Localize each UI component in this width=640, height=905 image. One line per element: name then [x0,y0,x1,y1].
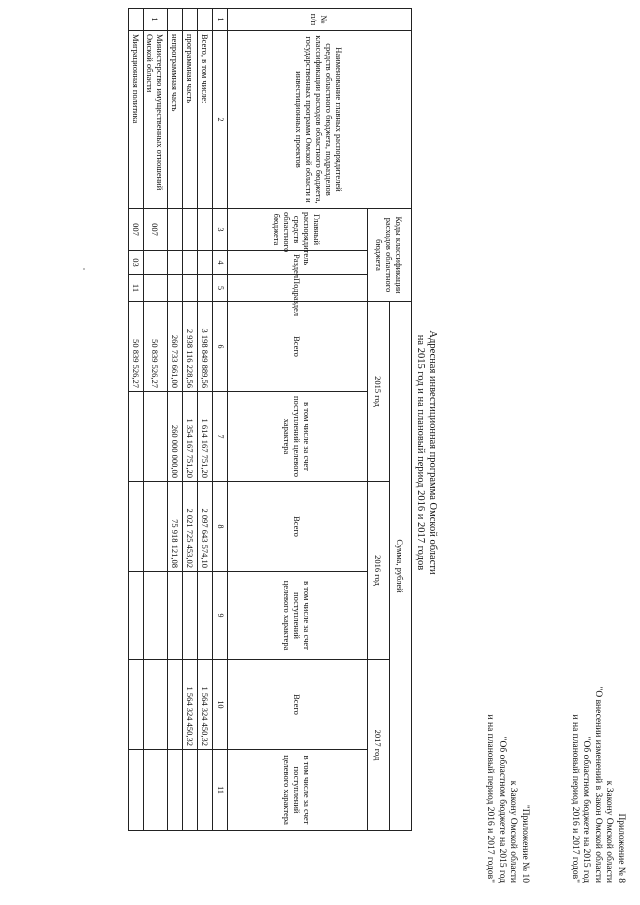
row-pr [198,275,213,302]
column-number: 10 [213,660,228,750]
row-target-2015: 1 354 167 751,20 [183,392,198,482]
table-row [168,9,183,831]
row-total-2016 [144,482,168,572]
row-name: Министерство имущественных отношений Омской области [144,31,168,209]
row-gr [198,209,213,251]
header-year-2015: 2015 год [368,302,390,482]
row-total-2017: 1 564 324 450,32 [183,660,198,750]
row-target-2015 [129,392,144,482]
row-total-2015: 2 938 116 228,56 [183,302,198,392]
column-number: 7 [213,392,228,482]
row-name: программная часть [183,31,198,209]
appendix-10-header [484,715,530,883]
row-total-2017: 1 564 324 450,32 [198,660,213,750]
table-row [144,9,168,831]
header-name: Наименование главных распорядителей средств областного бюджета, подразделов классификации расходов областного бюджета, государственных программ Омской области и инвестиционных проектов [228,31,412,209]
header-total-2016: Всего [228,482,368,572]
column-number: 3 [213,209,228,251]
row-rz [168,251,183,275]
row-gr [168,209,183,251]
row-name: Миграционная политика [129,31,144,209]
column-number: 8 [213,482,228,572]
row-target-2017 [144,750,168,831]
row-target-2015: 260 000 000,00 [168,392,183,482]
row-num: 1 [144,9,168,31]
header-year-2017: 2017 год [368,660,390,831]
header-target-2017: в том числе за счет поступлений целевого характера [228,750,368,831]
appendix-line: "О внесении изменений в Закон Омской области [593,686,603,883]
appendix-line: к Закону Омской области [508,780,519,883]
appendix-line: "Приложение № 10 [520,804,530,883]
header-sum: Сумма, рублей [390,302,412,831]
row-num [183,9,198,31]
row-rz [144,251,168,275]
row-total-2016 [129,482,144,572]
row-target-2017 [129,750,144,831]
column-number: 4 [213,251,228,275]
row-gr [183,209,198,251]
row-rz [198,251,213,275]
header-total-2017: Всего [228,660,368,750]
header-rz: Раздел [228,251,368,275]
row-pr: 11 [129,275,144,302]
column-number: 11 [213,750,228,831]
row-total-2016: 2 097 643 574,10 [198,482,213,572]
scan-speck [83,268,85,270]
appendix-line: к Закону Омской области [604,780,615,883]
column-number: 5 [213,275,228,302]
row-num [129,9,144,31]
row-total-2016: 75 918 121,08 [168,482,183,572]
header-num: № п/п [228,9,412,31]
row-total-2015: 3 198 849 889,56 [198,302,213,392]
row-total-2017 [129,660,144,750]
row-gr: 007 [144,209,168,251]
row-target-2017 [198,750,213,831]
header-gr: Главный распорядитель средств областного бюджета [228,209,368,251]
column-number: 1 [213,9,228,31]
header-codes: Коды классификации расходов областного бюджета [368,209,412,302]
row-target-2015 [144,392,168,482]
column-number: 2 [213,31,228,209]
appendix-8-header [569,686,627,883]
row-total-2017 [144,660,168,750]
appendix-line: и на плановый период 2016 и 2017 годов" [485,714,496,883]
column-number: 9 [213,572,228,660]
row-total-2017 [168,660,183,750]
document-title [414,0,438,905]
table-row [129,9,144,831]
row-total-2015: 260 733 661,00 [168,302,183,392]
row-target-2015: 1 614 167 751,20 [198,392,213,482]
appendix-line: Приложение № 8 [616,813,626,883]
header-target-2015: в том числе за счет поступлений целевого характера [228,392,368,482]
row-rz [183,251,198,275]
row-total-2016: 2 021 725 453,02 [183,482,198,572]
title-line: Адресная инвестиционная программа Омской области [427,330,438,575]
row-num [168,9,183,31]
appendix-line: "Об областном бюджете на 2015 год [497,736,507,883]
investment-program-table [128,8,412,831]
row-total-2015: 50 839 526,27 [144,302,168,392]
row-target-2016 [129,572,144,660]
row-rz: 03 [129,251,144,275]
row-target-2017 [183,750,198,831]
row-target-2016 [144,572,168,660]
header-total-2015: Всего [228,302,368,392]
header-pr: Подраздел [228,275,368,302]
column-number: 6 [213,302,228,392]
row-pr [183,275,198,302]
title-line: на 2015 год и на плановый период 2016 и 2017 годов [415,334,426,571]
row-target-2016 [198,572,213,660]
header-target-2016: в том числе за счет поступлений целевого характера [228,572,368,660]
row-total-2015: 50 839 526,27 [129,302,144,392]
row-name: непрограммная часть [168,31,183,209]
row-pr [168,275,183,302]
row-gr: 007 [129,209,144,251]
row-target-2016 [183,572,198,660]
appendix-line: и на плановый период 2016 и 2017 годов" [570,714,580,883]
column-number-row [213,9,228,831]
row-target-2017 [168,750,183,831]
appendix-line: "Об областном бюджете на 2015 год [581,736,592,883]
row-target-2016 [168,572,183,660]
row-name: Всего, в том числе: [198,31,213,209]
header-year-2016: 2016 год [368,482,390,660]
row-num [198,9,213,31]
row-pr [144,275,168,302]
table-row [198,9,213,831]
table-row [183,9,198,831]
